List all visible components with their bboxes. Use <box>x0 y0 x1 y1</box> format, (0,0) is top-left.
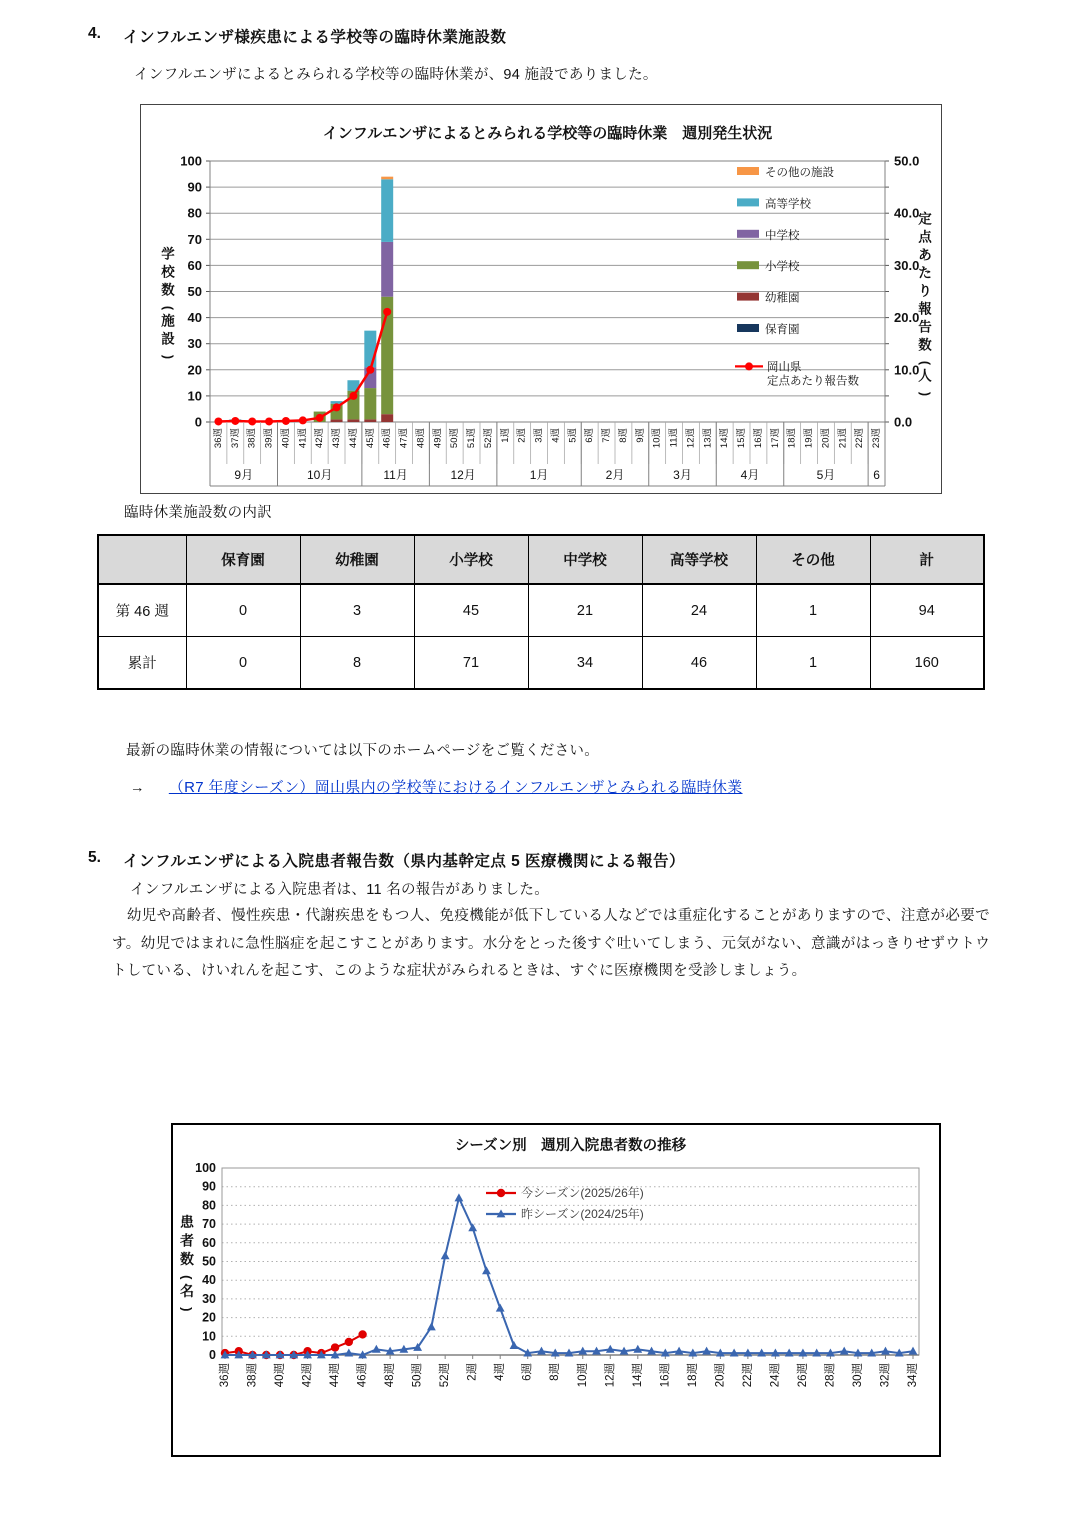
svg-text:り: り <box>918 283 932 299</box>
svg-text:(: ( <box>918 360 932 366</box>
svg-text:1月: 1月 <box>529 468 549 482</box>
table-header-cell: 幼稚園 <box>300 535 414 584</box>
arrow-icon: → <box>130 780 145 796</box>
section4-heading <box>88 25 506 47</box>
svg-text:11月: 11月 <box>383 468 408 482</box>
svg-text:2週: 2週 <box>516 428 528 443</box>
svg-text:43週: 43週 <box>331 428 343 449</box>
table-cell: 34 <box>528 637 642 690</box>
svg-text:12週: 12週 <box>685 428 697 449</box>
svg-text:岡山県: 岡山県 <box>767 361 802 374</box>
table-header-cell: 保育園 <box>186 535 300 584</box>
svg-text:シーズン別 週別入院患者数の推移: シーズン別 週別入院患者数の推移 <box>454 1138 687 1154</box>
table-row <box>98 637 984 690</box>
row-label: 第 46 週 <box>98 584 186 637</box>
svg-text:12月: 12月 <box>450 468 476 482</box>
svg-text:50: 50 <box>187 284 202 299</box>
svg-text:18週: 18週 <box>786 428 798 449</box>
svg-text:90: 90 <box>187 179 202 195</box>
svg-text:42週: 42週 <box>314 428 326 449</box>
svg-text:10.0: 10.0 <box>894 362 920 378</box>
svg-text:20: 20 <box>187 362 202 378</box>
section4-title: インフルエンザ様疾患による学校等の臨時休業施設数 <box>122 29 507 46</box>
table-header-cell: 高等学校 <box>642 535 756 584</box>
table-cell: 160 <box>870 637 984 690</box>
svg-text:17週: 17週 <box>769 428 781 449</box>
svg-text:人: 人 <box>918 368 932 384</box>
svg-text:小学校: 小学校 <box>765 261 800 274</box>
svg-text:10週: 10週 <box>576 1363 589 1388</box>
section4-intro: インフルエンザによるとみられる学校等の臨時休業が、94 施設でありました。 <box>134 67 658 83</box>
svg-text:報: 報 <box>918 301 932 317</box>
svg-text:22週: 22週 <box>741 1363 754 1388</box>
svg-text:23週: 23週 <box>871 428 883 449</box>
svg-text:40.0: 40.0 <box>894 205 920 221</box>
svg-text:者: 者 <box>180 1232 194 1249</box>
svg-text:50週: 50週 <box>449 428 461 449</box>
section5-title: インフルエンザによる入院患者報告数（県内基幹定点 5 医療機関による報告） <box>122 853 686 870</box>
svg-text:80: 80 <box>202 1198 216 1213</box>
svg-text:30: 30 <box>187 336 202 352</box>
hospitalization-chart <box>171 1123 941 1457</box>
svg-text:44週: 44週 <box>329 1363 342 1388</box>
svg-text:50.0: 50.0 <box>894 153 920 169</box>
svg-text:39週: 39週 <box>263 428 275 449</box>
svg-text:(: ( <box>161 305 175 311</box>
svg-text:高等学校: 高等学校 <box>765 198 811 211</box>
svg-text:告: 告 <box>918 319 932 335</box>
closure-table-caption: 臨時休業施設数の内訳 <box>124 505 272 521</box>
svg-text:10週: 10週 <box>651 428 663 449</box>
svg-text:4週: 4週 <box>494 1363 507 1381</box>
svg-text:点: 点 <box>918 229 932 245</box>
section5-heading <box>88 849 685 871</box>
svg-text:14週: 14週 <box>631 1363 644 1388</box>
svg-text:8週: 8週 <box>549 1363 562 1381</box>
table-cell: 8 <box>300 637 414 690</box>
table-cell: 45 <box>414 584 528 637</box>
svg-text:10: 10 <box>202 1329 216 1344</box>
svg-text:51週: 51週 <box>466 428 478 449</box>
svg-text:34週: 34週 <box>907 1363 919 1388</box>
svg-text:38週: 38週 <box>246 1363 259 1388</box>
svg-text:48週: 48週 <box>384 1363 397 1388</box>
table-cell: 1 <box>756 637 870 690</box>
table-cell: 21 <box>528 584 642 637</box>
svg-text:14週: 14週 <box>719 428 731 449</box>
svg-text:数: 数 <box>180 1250 194 1267</box>
svg-text:校: 校 <box>161 264 175 280</box>
svg-text:48週: 48週 <box>415 428 427 449</box>
svg-text:50週: 50週 <box>411 1363 424 1388</box>
svg-text:(: ( <box>179 1275 195 1280</box>
svg-text:22週: 22週 <box>854 428 866 449</box>
svg-text:3月: 3月 <box>673 468 692 482</box>
section5-body: 幼児や高齢者、慢性疾患・代謝疾患をもつ人、免疫機能が低下している人などでは重症化することがありますので、注意が必要です。幼児ではまれに急性脳症を起こすことがあります。水分をとった後すぐ吐いてしまう、元気がない、意識がはっきりせずウトウトしている、けいれんを起こす、このような症状がみられるときは、すぐに医療機関を受診しましょう。 <box>112 908 990 979</box>
section4-number: 4. <box>88 25 101 42</box>
svg-text:45週: 45週 <box>364 428 376 449</box>
svg-text:9週: 9週 <box>634 428 646 443</box>
svg-text:今シーズン(2025/26年): 今シーズン(2025/26年) <box>521 1186 644 1200</box>
svg-text:20.0: 20.0 <box>894 310 920 326</box>
section5-line1: インフルエンザによる入院患者は、11 名の報告がありました。 <box>130 882 549 898</box>
section5-number: 5. <box>88 849 101 866</box>
svg-text:定: 定 <box>918 211 932 227</box>
svg-text:4週: 4週 <box>550 428 562 443</box>
svg-text:15週: 15週 <box>736 428 748 449</box>
svg-text:28週: 28週 <box>824 1363 837 1388</box>
table-header-row <box>98 535 984 584</box>
svg-text:21週: 21週 <box>837 428 849 449</box>
svg-text:2月: 2月 <box>605 468 625 482</box>
svg-text:13週: 13週 <box>702 428 714 449</box>
svg-text:8週: 8週 <box>617 428 629 443</box>
svg-text:90: 90 <box>202 1179 216 1194</box>
svg-text:26週: 26週 <box>796 1363 809 1388</box>
svg-text:10月: 10月 <box>307 468 333 482</box>
svg-text:9月: 9月 <box>234 468 254 482</box>
svg-text:36週: 36週 <box>219 1363 231 1388</box>
svg-text:20週: 20週 <box>820 428 832 449</box>
closure-table <box>97 534 985 690</box>
svg-text:): ) <box>918 391 932 397</box>
svg-text:設: 設 <box>161 331 175 347</box>
svg-text:): ) <box>161 354 175 360</box>
table-cell: 3 <box>300 584 414 637</box>
svg-text:施: 施 <box>161 313 175 329</box>
table-cell: 0 <box>186 637 300 690</box>
svg-text:30.0: 30.0 <box>894 257 920 273</box>
table-cell: 46 <box>642 637 756 690</box>
table-header-cell: 小学校 <box>414 535 528 584</box>
svg-text:0: 0 <box>194 414 202 430</box>
svg-text:44週: 44週 <box>347 428 359 449</box>
svg-text:36週: 36週 <box>212 428 224 449</box>
svg-text:7週: 7週 <box>601 428 613 443</box>
svg-text:4月: 4月 <box>740 468 760 482</box>
svg-text:5週: 5週 <box>567 428 579 443</box>
svg-text:50: 50 <box>202 1254 216 1269</box>
svg-text:16週: 16週 <box>659 1363 672 1388</box>
table-header-cell: 計 <box>870 535 984 584</box>
svg-text:定点あたり報告数: 定点あたり報告数 <box>767 375 859 388</box>
svg-text:12週: 12週 <box>604 1363 617 1388</box>
svg-text:38週: 38週 <box>246 428 258 449</box>
svg-text:19週: 19週 <box>803 428 815 449</box>
svg-text:0: 0 <box>209 1348 216 1362</box>
svg-text:6週: 6週 <box>584 428 596 443</box>
hospitalization-chart-svg <box>173 1125 939 1455</box>
row-label: 累計 <box>98 637 186 690</box>
table-row <box>98 584 984 637</box>
svg-text:40: 40 <box>187 310 202 326</box>
homepage-note: 最新の臨時休業の情報については以下のホームページをご覧ください。 <box>126 743 600 759</box>
svg-text:80: 80 <box>187 205 202 221</box>
svg-text:41週: 41週 <box>297 428 309 449</box>
svg-text:): ) <box>179 1307 195 1312</box>
svg-text:幼稚園: 幼稚園 <box>765 292 800 305</box>
svg-text:10: 10 <box>187 388 202 404</box>
svg-text:16週: 16週 <box>752 428 764 449</box>
table-cell: 94 <box>870 584 984 637</box>
svg-text:30週: 30週 <box>851 1363 864 1388</box>
svg-text:数: 数 <box>161 282 175 298</box>
svg-text:60: 60 <box>187 257 202 273</box>
svg-text:32週: 32週 <box>879 1363 892 1388</box>
svg-text:52週: 52週 <box>482 428 494 449</box>
svg-text:2週: 2週 <box>466 1363 479 1381</box>
svg-text:インフルエンザによるとみられる学校等の臨時休業 週別発生状況: インフルエンザによるとみられる学校等の臨時休業 週別発生状況 <box>322 125 773 142</box>
svg-text:42週: 42週 <box>301 1363 314 1388</box>
svg-text:1週: 1週 <box>499 428 511 443</box>
svg-text:その他の施設: その他の施設 <box>765 167 834 179</box>
svg-text:40週: 40週 <box>280 428 292 449</box>
svg-text:40: 40 <box>202 1273 216 1288</box>
svg-text:100: 100 <box>195 1161 216 1175</box>
svg-text:46週: 46週 <box>356 1363 369 1388</box>
svg-text:49週: 49週 <box>432 428 444 449</box>
closure-info-link[interactable]: （R7 年度シーズン）岡山県内の学校等におけるインフルエンザとみられる臨時休業 <box>168 779 743 796</box>
svg-text:70: 70 <box>187 231 202 247</box>
svg-text:3週: 3週 <box>533 428 545 443</box>
svg-text:11週: 11週 <box>668 428 680 448</box>
table-cell: 0 <box>186 584 300 637</box>
svg-text:0.0: 0.0 <box>894 414 913 430</box>
svg-text:40週: 40週 <box>274 1363 287 1388</box>
svg-text:18週: 18週 <box>686 1363 699 1388</box>
svg-text:昨シーズン(2024/25年): 昨シーズン(2024/25年) <box>521 1207 644 1221</box>
svg-text:37週: 37週 <box>229 428 241 449</box>
table-cell: 1 <box>756 584 870 637</box>
svg-text:47週: 47週 <box>398 428 410 449</box>
svg-text:100: 100 <box>180 153 202 169</box>
school-closure-chart <box>140 104 942 494</box>
svg-text:20: 20 <box>202 1310 216 1325</box>
table-header-cell: その他 <box>756 535 870 584</box>
svg-text:30: 30 <box>202 1291 216 1306</box>
svg-text:24週: 24週 <box>769 1363 782 1388</box>
svg-text:20週: 20週 <box>714 1363 727 1388</box>
svg-text:名: 名 <box>180 1282 194 1299</box>
table-header-cell: 中学校 <box>528 535 642 584</box>
svg-text:あ: あ <box>918 247 932 263</box>
svg-text:数: 数 <box>918 337 932 353</box>
table-header-cell <box>98 535 186 584</box>
svg-text:患: 患 <box>180 1213 194 1230</box>
svg-text:た: た <box>918 265 932 281</box>
link-row <box>130 776 743 797</box>
svg-text:学: 学 <box>161 246 175 262</box>
svg-text:52週: 52週 <box>439 1363 452 1388</box>
school-closure-chart-svg <box>141 105 939 491</box>
svg-text:60: 60 <box>202 1235 216 1250</box>
table-cell: 24 <box>642 584 756 637</box>
svg-text:5月: 5月 <box>816 468 836 482</box>
svg-text:70: 70 <box>202 1217 216 1232</box>
svg-text:6: 6 <box>873 468 880 482</box>
svg-text:46週: 46週 <box>381 428 393 449</box>
svg-text:中学校: 中学校 <box>765 229 800 242</box>
svg-text:6週: 6週 <box>521 1363 534 1381</box>
svg-text:保育園: 保育園 <box>765 324 800 336</box>
table-cell: 71 <box>414 637 528 690</box>
